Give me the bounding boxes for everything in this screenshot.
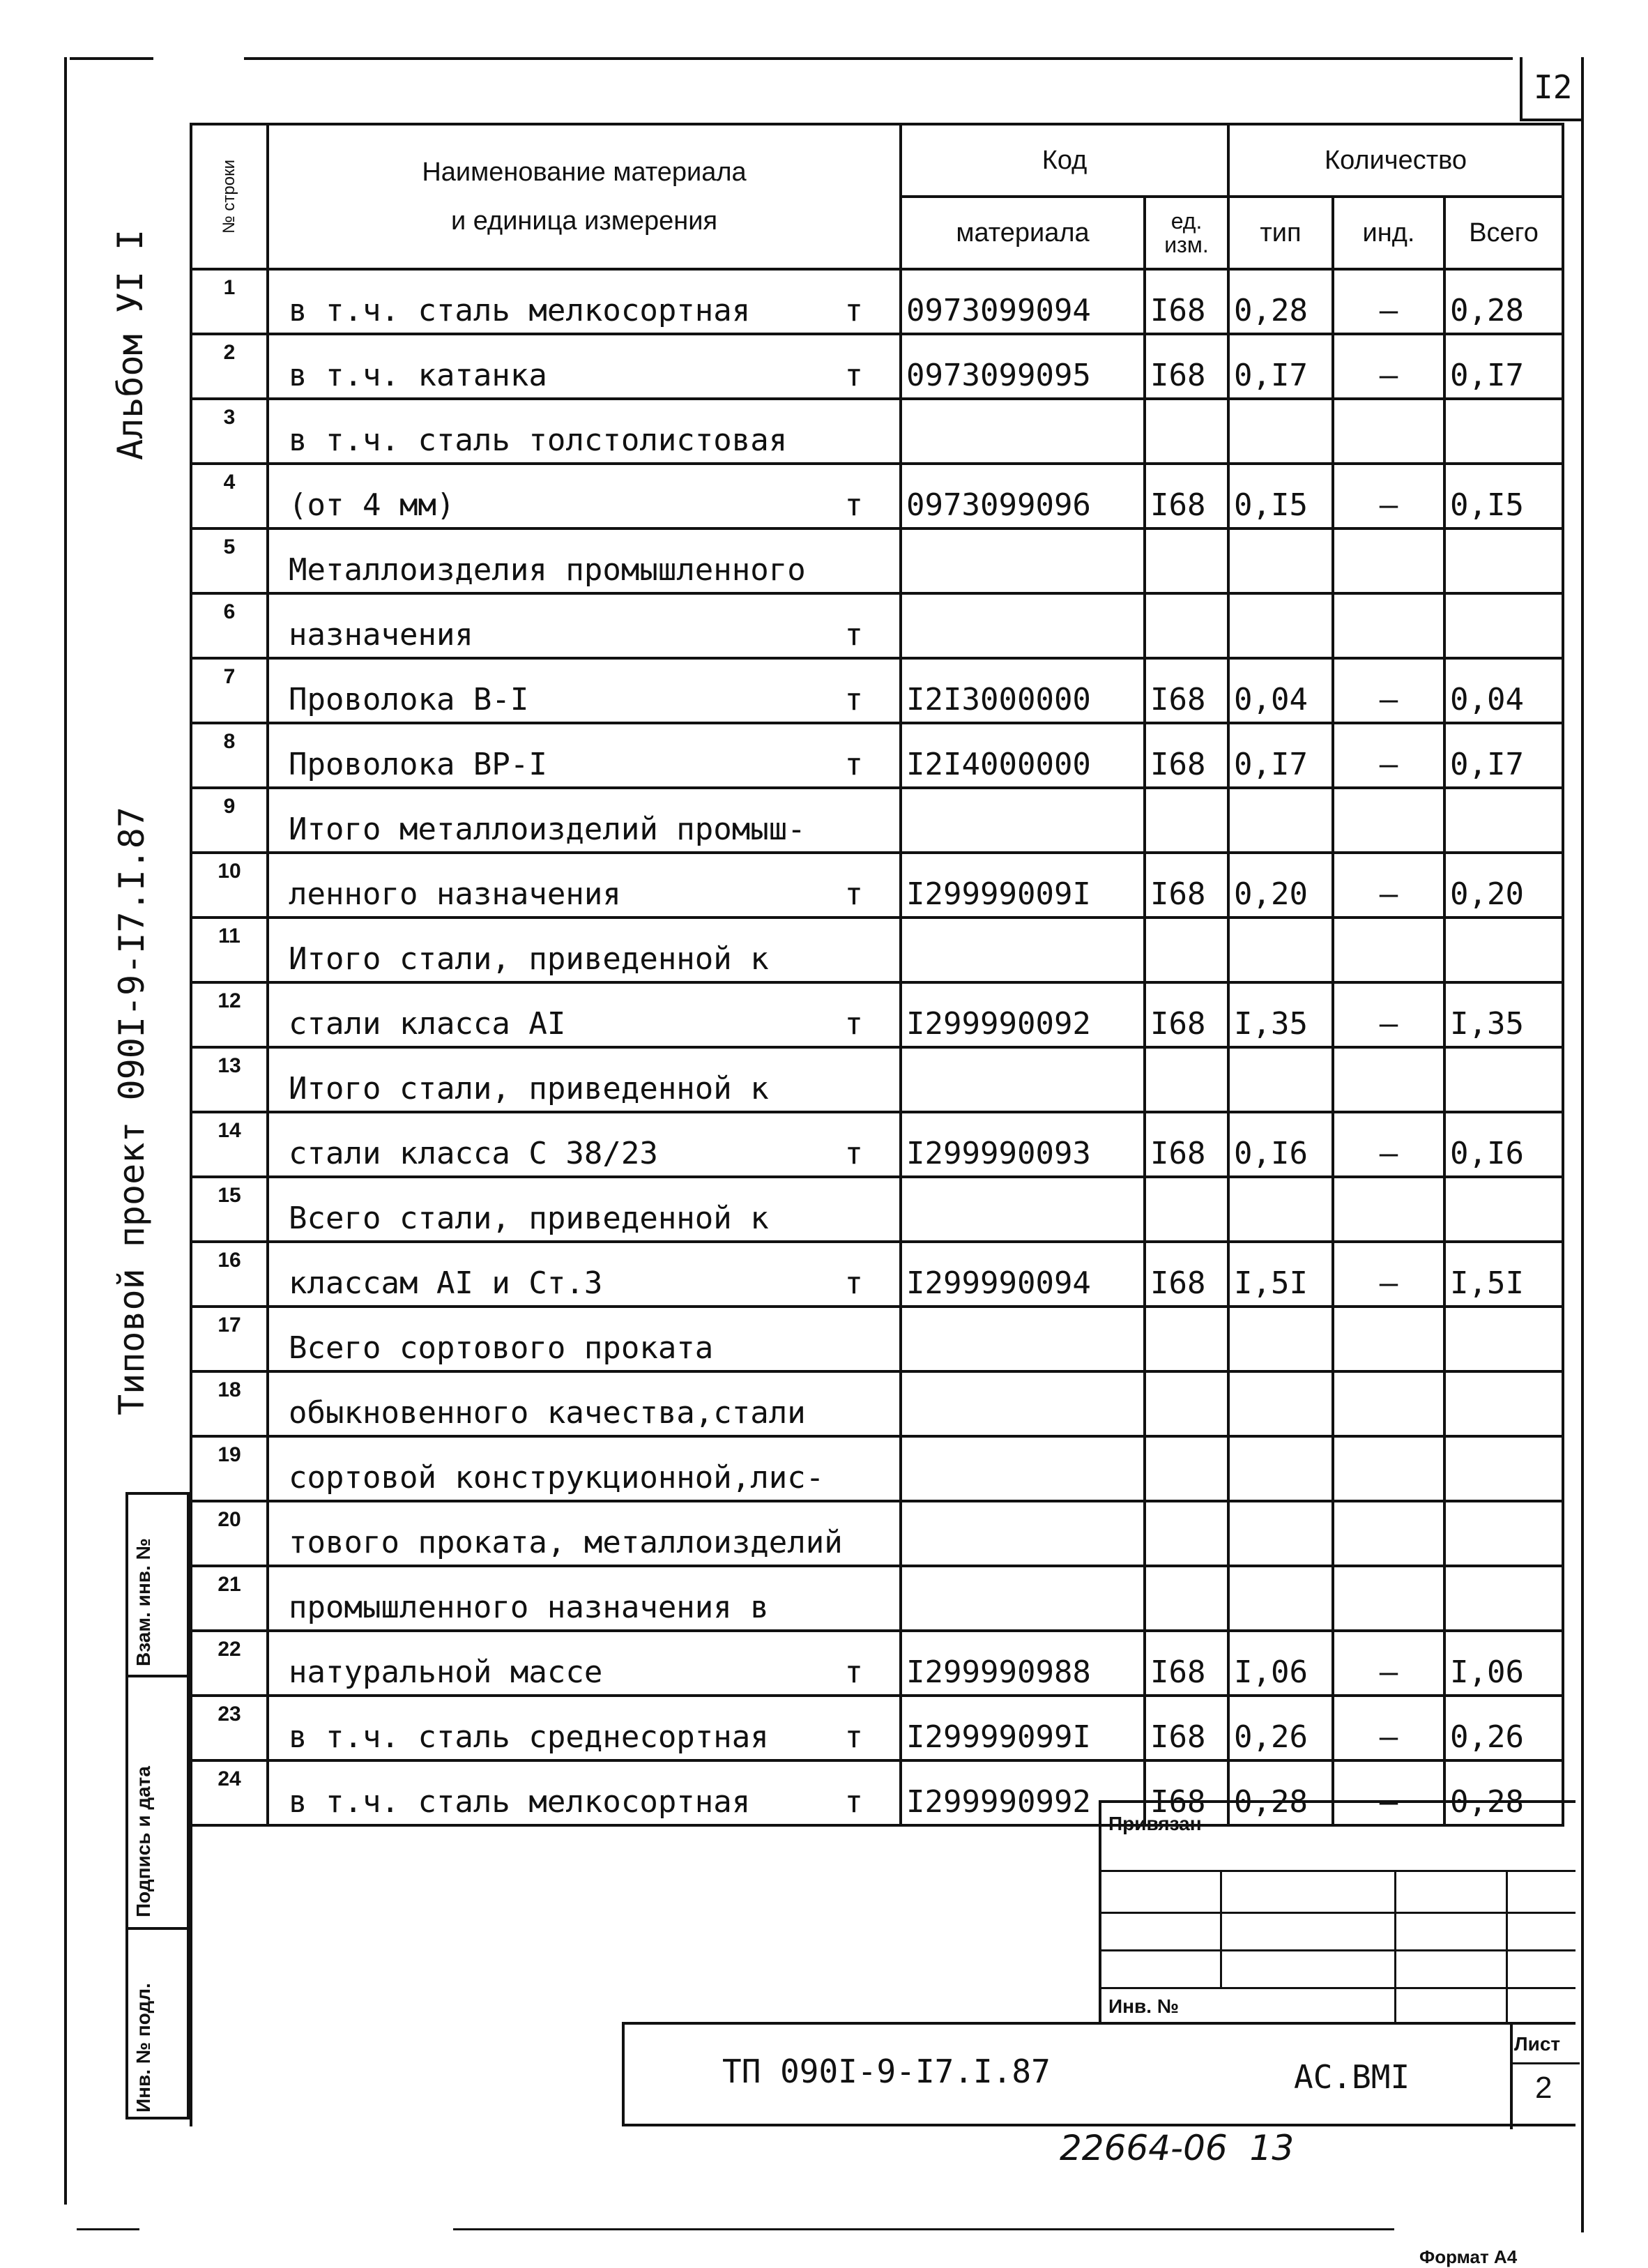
qty-total	[1444, 399, 1563, 464]
row-number: 7	[191, 658, 268, 723]
unit-label: т	[844, 1654, 864, 1690]
material-name-cell	[268, 658, 901, 723]
qty-ind: –	[1333, 269, 1444, 334]
unit-code	[1145, 528, 1228, 593]
qty-tip	[1228, 528, 1333, 593]
qty-total	[1444, 788, 1563, 853]
material-code	[901, 1566, 1145, 1631]
qty-tip	[1228, 1371, 1333, 1436]
qty-ind	[1333, 1436, 1444, 1501]
table-row	[191, 1501, 1563, 1566]
document-mark: АС.ВМI	[1294, 2058, 1410, 2096]
privyazan-label: Привязан	[1108, 1813, 1202, 1834]
unit-code-header: ед. изм.	[1145, 197, 1228, 269]
unit-code: I68	[1145, 1242, 1228, 1307]
unit-label: т	[844, 1265, 864, 1301]
qty-ind: –	[1333, 464, 1444, 528]
material-name-cell	[268, 334, 901, 399]
row-number-header: № строки	[191, 124, 268, 269]
unit-code: I68	[1145, 334, 1228, 399]
material-code	[901, 788, 1145, 853]
qty-tip: I,35	[1228, 982, 1333, 1047]
row-number: 19	[191, 1436, 268, 1501]
table-row	[191, 269, 1563, 334]
qty-tip	[1228, 593, 1333, 658]
ind-header: инд.	[1333, 197, 1444, 269]
list-label: Лист	[1514, 2033, 1561, 2055]
title-block	[190, 1690, 1570, 2126]
inv-no-label: Инв. №	[1108, 1995, 1180, 2017]
qty-ind: –	[1333, 1760, 1444, 1825]
table-row	[191, 528, 1563, 593]
material-code	[901, 528, 1145, 593]
qty-tip: 0,04	[1228, 658, 1333, 723]
vzam-label: Взам. инв. №	[132, 1538, 154, 1666]
qty-total: 0,20	[1444, 853, 1563, 918]
material-code	[901, 1371, 1145, 1436]
unit-label: т	[844, 876, 864, 912]
row-number: 20	[191, 1501, 268, 1566]
unit-code: I68	[1145, 1696, 1228, 1760]
table-row	[191, 1566, 1563, 1631]
material-name-cell	[268, 1047, 901, 1112]
qty-tip: 0,26	[1228, 1696, 1333, 1760]
qty-ind: –	[1333, 723, 1444, 788]
unit-label: т	[844, 358, 864, 393]
qty-tip	[1228, 1177, 1333, 1242]
table-row	[191, 1177, 1563, 1242]
unit-code	[1145, 1436, 1228, 1501]
row-number: 16	[191, 1242, 268, 1307]
row-number: 9	[191, 788, 268, 853]
format-label: Формат А4	[1419, 2246, 1518, 2267]
unit-code: I68	[1145, 853, 1228, 918]
qty-ind	[1333, 1047, 1444, 1112]
table-row	[191, 982, 1563, 1047]
material-name: натуральной массе	[289, 1654, 603, 1690]
material-name-cell	[268, 1566, 901, 1631]
qty-total	[1444, 1566, 1563, 1631]
qty-tip: 0,28	[1228, 269, 1333, 334]
row-number: 12	[191, 982, 268, 1047]
unit-code: I68	[1145, 658, 1228, 723]
material-name-cell	[268, 788, 901, 853]
right-border	[1581, 57, 1584, 2232]
material-name: ленного назначения	[289, 876, 621, 912]
materials-table	[190, 123, 1564, 1827]
row-number: 15	[191, 1177, 268, 1242]
qty-tip	[1228, 1307, 1333, 1371]
table-body	[191, 269, 1563, 1825]
table-row	[191, 1047, 1563, 1112]
material-name-cell	[268, 1436, 901, 1501]
material-name: в т.ч. сталь среднесортная	[289, 1719, 769, 1755]
qty-total: 0,I7	[1444, 334, 1563, 399]
unit-code: I68	[1145, 269, 1228, 334]
qty-total	[1444, 1501, 1563, 1566]
material-name: сортовой конструкционной,лис-	[289, 1460, 825, 1495]
qty-ind	[1333, 593, 1444, 658]
material-name: Итого стали, приведенной к	[289, 941, 769, 977]
material-name: Итого стали, приведенной к	[289, 1071, 769, 1106]
row-number: 10	[191, 853, 268, 918]
material-code	[901, 1047, 1145, 1112]
qty-ind: –	[1333, 853, 1444, 918]
unit-label: т	[844, 1006, 864, 1042]
material-name-cell	[268, 1112, 901, 1177]
project-label: Типовой проект 090I-9-I7.I.87	[112, 807, 152, 1415]
privyazan-box	[1099, 1800, 1575, 2022]
table-row	[191, 1436, 1563, 1501]
material-code: I299990093	[901, 1112, 1145, 1177]
qty-total	[1444, 1307, 1563, 1371]
qty-tip: 0,I7	[1228, 334, 1333, 399]
qty-ind	[1333, 399, 1444, 464]
table-row	[191, 1112, 1563, 1177]
material-code-header: материала	[901, 197, 1145, 269]
material-name: Проволока ВР-I	[289, 747, 547, 782]
table-row	[191, 1307, 1563, 1371]
material-name-cell	[268, 1242, 901, 1307]
row-number: 14	[191, 1112, 268, 1177]
material-name: в т.ч. сталь мелкосортная	[289, 293, 751, 328]
unit-code	[1145, 1371, 1228, 1436]
sheet-number-box	[1520, 57, 1581, 121]
unit-code	[1145, 1307, 1228, 1371]
qty-ind: –	[1333, 982, 1444, 1047]
row-number: 2	[191, 334, 268, 399]
qty-tip	[1228, 788, 1333, 853]
qty-ind	[1333, 1566, 1444, 1631]
unit-code	[1145, 1566, 1228, 1631]
material-name-cell	[268, 593, 901, 658]
row-number: 1	[191, 269, 268, 334]
material-name: промышленного назначения в	[289, 1590, 769, 1625]
qty-tip: I,06	[1228, 1631, 1333, 1696]
material-name: обыкновенного качества,стали	[289, 1395, 806, 1431]
qty-ind: –	[1333, 1696, 1444, 1760]
material-code: 0973099096	[901, 464, 1145, 528]
material-code: I299990092	[901, 982, 1145, 1047]
material-name-cell	[268, 399, 901, 464]
row-number: 24	[191, 1760, 268, 1825]
qty-tip	[1228, 1047, 1333, 1112]
qty-total: I,06	[1444, 1631, 1563, 1696]
material-code: I299990094	[901, 1242, 1145, 1307]
unit-code: I68	[1145, 1631, 1228, 1696]
qty-ind	[1333, 918, 1444, 982]
material-code	[901, 1501, 1145, 1566]
material-name: Итого металлоизделий промыш-	[289, 812, 806, 847]
qty-ind	[1333, 1307, 1444, 1371]
table-row	[191, 788, 1563, 853]
table-row	[191, 1371, 1563, 1436]
qty-total: I,35	[1444, 982, 1563, 1047]
unit-code	[1145, 593, 1228, 658]
material-name-cell	[268, 723, 901, 788]
unit-label: т	[844, 682, 864, 717]
row-number: 5	[191, 528, 268, 593]
table-row	[191, 1242, 1563, 1307]
table-row	[191, 723, 1563, 788]
row-number: 6	[191, 593, 268, 658]
qty-tip: 0,I6	[1228, 1112, 1333, 1177]
material-code: I2I3000000	[901, 658, 1145, 723]
unit-code	[1145, 1177, 1228, 1242]
qty-total	[1444, 1436, 1563, 1501]
qty-total: 0,04	[1444, 658, 1563, 723]
table-row	[191, 593, 1563, 658]
bottom-border-left	[77, 2228, 139, 2230]
qty-tip	[1228, 1436, 1333, 1501]
qty-total: 0,28	[1444, 1760, 1563, 1825]
podpis-label: Подпись и дата	[132, 1766, 154, 1917]
row-number: 4	[191, 464, 268, 528]
material-code	[901, 399, 1145, 464]
material-name-cell	[268, 464, 901, 528]
qty-ind	[1333, 1177, 1444, 1242]
qty-total	[1444, 1047, 1563, 1112]
tip-header: тип	[1228, 197, 1333, 269]
qty-total	[1444, 918, 1563, 982]
document-stamp	[622, 2022, 1575, 2126]
unit-code: I68	[1145, 464, 1228, 528]
qty-tip	[1228, 1566, 1333, 1631]
material-name-cell	[268, 918, 901, 982]
row-number: 3	[191, 399, 268, 464]
unit-code: I68	[1145, 1760, 1228, 1825]
quantity-header: Количество	[1228, 124, 1563, 197]
qty-ind: –	[1333, 658, 1444, 723]
qty-ind	[1333, 1501, 1444, 1566]
qty-total	[1444, 528, 1563, 593]
material-code	[901, 593, 1145, 658]
unit-code	[1145, 788, 1228, 853]
material-code	[901, 918, 1145, 982]
code-header: Код	[901, 124, 1228, 197]
material-name: Проволока В-I	[289, 682, 529, 717]
document-code: ТП 090I-9-I7.I.87	[722, 2053, 1051, 2090]
qty-ind: –	[1333, 1112, 1444, 1177]
qty-total: 0,I6	[1444, 1112, 1563, 1177]
table-row	[191, 853, 1563, 918]
material-code: 0973099095	[901, 334, 1145, 399]
qty-total: 0,I5	[1444, 464, 1563, 528]
row-number: 22	[191, 1631, 268, 1696]
list-number: 2	[1535, 2071, 1552, 2105]
material-name-cell	[268, 982, 901, 1047]
row-number: 23	[191, 1696, 268, 1760]
qty-total: I,5I	[1444, 1242, 1563, 1307]
row-number: 8	[191, 723, 268, 788]
material-name-cell	[268, 528, 901, 593]
row-number: 13	[191, 1047, 268, 1112]
qty-tip: I,5I	[1228, 1242, 1333, 1307]
unit-label: т	[844, 293, 864, 328]
row-number: 17	[191, 1307, 268, 1371]
qty-ind	[1333, 788, 1444, 853]
qty-total: 0,28	[1444, 269, 1563, 334]
qty-ind	[1333, 1371, 1444, 1436]
qty-total: 0,I7	[1444, 723, 1563, 788]
unit-code	[1145, 1047, 1228, 1112]
unit-label: т	[844, 747, 864, 782]
qty-tip	[1228, 399, 1333, 464]
qty-tip: 0,I5	[1228, 464, 1333, 528]
unit-code: I68	[1145, 723, 1228, 788]
material-name: (от 4 мм)	[289, 487, 455, 523]
table-row	[191, 334, 1563, 399]
row-number: 11	[191, 918, 268, 982]
row-number: 18	[191, 1371, 268, 1436]
unit-label: т	[844, 1784, 864, 1820]
row-number: 21	[191, 1566, 268, 1631]
material-code: I299990988	[901, 1631, 1145, 1696]
top-border-left	[70, 57, 153, 60]
material-name: Всего стали, приведенной к	[289, 1201, 769, 1236]
material-name: тового проката, металлоизделий	[289, 1525, 843, 1560]
qty-total	[1444, 593, 1563, 658]
material-name: стали класса С 38/23	[289, 1136, 658, 1171]
material-code: I29999009I	[901, 853, 1145, 918]
material-name: стали класса АI	[289, 1006, 566, 1042]
name-header: Наименование материала и единица измерения	[268, 124, 901, 269]
unit-code	[1145, 399, 1228, 464]
table-row	[191, 1631, 1563, 1696]
unit-label: т	[844, 1719, 864, 1755]
material-code: I2I4000000	[901, 723, 1145, 788]
material-name-cell	[268, 1177, 901, 1242]
material-code: I299990992	[901, 1760, 1145, 1825]
unit-code	[1145, 918, 1228, 982]
material-name-cell	[268, 269, 901, 334]
sheet-number: I2	[1534, 68, 1573, 106]
table-row	[191, 658, 1563, 723]
material-name-cell	[268, 853, 901, 918]
material-name: в т.ч. катанка	[289, 358, 547, 393]
qty-tip	[1228, 1501, 1333, 1566]
material-code: I29999099I	[901, 1696, 1145, 1760]
material-name-cell	[268, 1501, 901, 1566]
material-name-cell	[268, 1307, 901, 1371]
qty-total	[1444, 1371, 1563, 1436]
qty-tip	[1228, 918, 1333, 982]
table-row	[191, 464, 1563, 528]
unit-label: т	[844, 487, 864, 523]
unit-code: I68	[1145, 982, 1228, 1047]
material-code	[901, 1436, 1145, 1501]
inv-podl-label: Инв. № подл.	[132, 1983, 154, 2113]
material-name: в т.ч. сталь толстолистовая	[289, 423, 788, 458]
table-row	[191, 399, 1563, 464]
material-code: 0973099094	[901, 269, 1145, 334]
bottom-border	[453, 2228, 1394, 2230]
unit-label: т	[844, 1136, 864, 1171]
album-label: Альбом УI I	[110, 229, 151, 460]
table-row	[191, 918, 1563, 982]
handwritten-number: 22664-06 13	[1060, 2128, 1295, 2168]
unit-label: т	[844, 617, 864, 653]
qty-tip: 0,28	[1228, 1760, 1333, 1825]
material-name-cell	[268, 1631, 901, 1696]
qty-tip: 0,I7	[1228, 723, 1333, 788]
qty-tip: 0,20	[1228, 853, 1333, 918]
material-code	[901, 1177, 1145, 1242]
left-border	[64, 57, 67, 2205]
unit-code	[1145, 1501, 1228, 1566]
material-name: Всего сортового проката	[289, 1330, 714, 1366]
qty-total	[1444, 1177, 1563, 1242]
total-header: Всего	[1444, 197, 1563, 269]
material-code	[901, 1307, 1145, 1371]
qty-ind: –	[1333, 1242, 1444, 1307]
unit-code: I68	[1145, 1112, 1228, 1177]
material-name: классам АI и Ст.3	[289, 1265, 603, 1301]
qty-ind: –	[1333, 334, 1444, 399]
top-border	[244, 57, 1513, 60]
material-name: в т.ч. сталь мелкосортная	[289, 1784, 751, 1820]
material-name: Металлоизделия промышленного	[289, 552, 806, 588]
material-name-cell	[268, 1371, 901, 1436]
qty-ind	[1333, 528, 1444, 593]
qty-ind: –	[1333, 1631, 1444, 1696]
material-name: назначения	[289, 617, 473, 653]
qty-total: 0,26	[1444, 1696, 1563, 1760]
